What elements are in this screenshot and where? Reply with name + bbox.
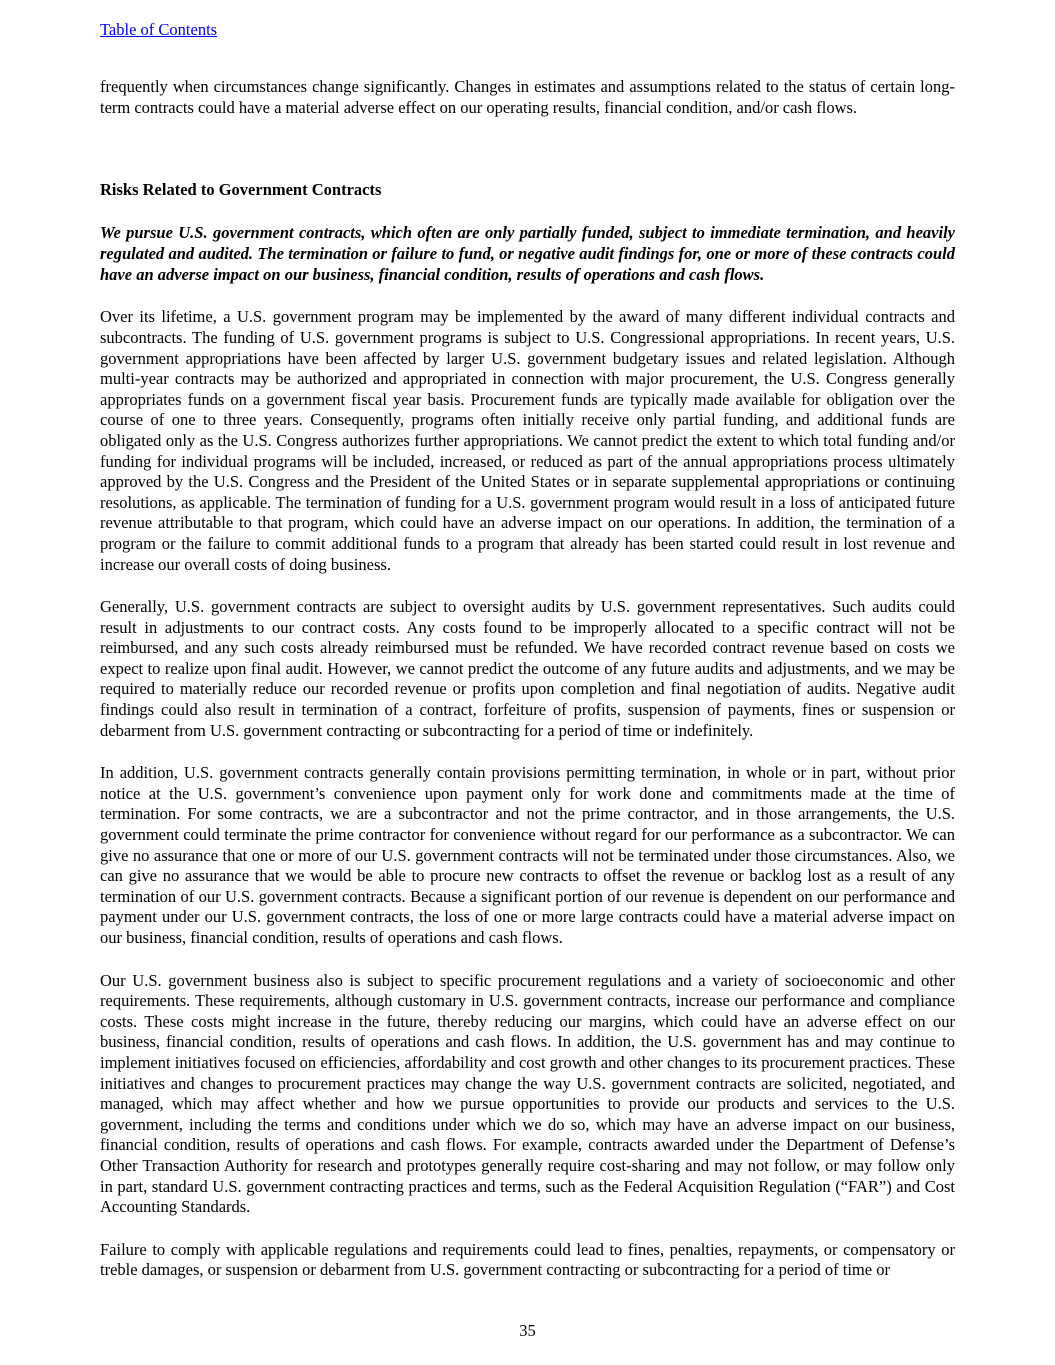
paragraph-program-funding: Over its lifetime, a U.S. government program may be implemented by the award of many different individual contracts and subcontracts. The funding of U.S. government programs is subject to U.S. Congressional appropriations. In recent years, U.S. government appropriations have been affected by larger U.S. government budgetary issues and related legislation. Although multi-year contracts may be authorized and appropriated in connection with major procurement, the U.S. Congress generally appropriates funds on a government fiscal year basis. Procurement funds are typically made available for obligation over the course of one to three years. Consequently, programs often initially receive only partial funding, and additional funds are obligated only as the U.S. Congress authorizes further appropriations. We cannot predict the extent to which total funding and/or funding for individual programs will be included, increased, or reduced as part of the annual appropriations process ultimately approved by the U.S. Congress and the President of the United States or in separate supplemental appropriations or continuing resolutions, as applicable. The termination of funding for a U.S. government program would result in a loss of anticipated future revenue attributable to that program, which could have an adverse impact on our operations. In addition, the termination of a program or the failure to commit additional funds to a program that already has been started could result in lost revenue and increase our overall costs of doing business. [100, 307, 955, 574]
paragraph-termination-provisions: In addition, U.S. government contracts generally contain provisions permitting termination, in whole or in part, without prior notice at the U.S. government’s convenience upon payment only for work done and commitments made at the time of termination. For some contracts, we are a subcontractor and not the prime contractor, and in those arrangements, the U.S. government could terminate the prime contractor for convenience without regard for our performance as a subcontractor. We can give no assurance that one or more of our U.S. government contracts will not be terminated under those circumstances. Also, we can give no assurance that we would be able to procure new contracts to offset the revenue or backlog lost as a result of any termination of our U.S. government contracts. Because a significant portion of our revenue is dependent on our performance and payment under our U.S. government contracts, the loss of one or more large contracts could have a material adverse impact on our business, financial condition, results of operations and cash flows. [100, 763, 955, 948]
paragraph-failure-to-comply: Failure to comply with applicable regulations and requirements could lead to fines, penalties, repayments, or compensatory or treble damages, or suspension or debarment from U.S. government contracting or subcontracting for a period of time or [100, 1239, 955, 1280]
intro-paragraph: frequently when circumstances change significantly. Changes in estimates and assumptions related to the status of certain long-term contracts could have a material adverse effect on our operating results, financial condition, and/or cash flows. [100, 77, 955, 117]
paragraph-procurement-regulations: Our U.S. government business also is subject to specific procurement regulations and a variety of socioeconomic and other requirements. These requirements, although customary in U.S. government contracts, increase our performance and compliance costs. These costs might increase in the future, thereby reducing our margins, which could have an adverse effect on our business, financial condition, results of operations and cash flows. In addition, the U.S. government has and may continue to implement initiatives focused on efficiencies, affordability and cost growth and other changes to its procurement practices. These initiatives and changes to procurement practices may change the way U.S. government contracts are solicited, negotiated, and managed, which may affect whether and how we pursue opportunities to provide our products and services to the U.S. government, including the terms and conditions under which we do so, which may have an adverse impact on our business, financial condition, results of operations and cash flows. For example, contracts awarded under the Department of Defense’s Other Transaction Authority for research and prototypes generally require cost-sharing and may not follow, or may follow only in part, standard U.S. government contracting practices and terms, such as the Federal Acquisition Regulation (“FAR”) and Cost Accounting Standards. [100, 970, 955, 1217]
section-heading-risks-government-contracts: Risks Related to Government Contracts [100, 180, 382, 200]
table-of-contents-link[interactable]: Table of Contents [100, 20, 218, 39]
risk-statement-paragraph: We pursue U.S. government contracts, which often are only partially funded, subject to immediate termination, and heavily regulated and audited. The termination or failure to fund, or negative audit findings for, one or more of these contracts could have an adverse impact on our business, financial condition, results of operations and cash flows. [100, 222, 955, 285]
paragraph-oversight-audits: Generally, U.S. government contracts are subject to oversight audits by U.S. government representatives. Such audits could result in adjustments to our contract costs. Any costs found to be improperly allocated to a specific contract will not be reimbursed, and any such costs already reimbursed must be refunded. We have recorded contract revenue based on costs we expect to realize upon final audit. However, we cannot predict the outcome of any future audits and adjustments, and we may be required to materially reduce our recorded revenue or profits upon completion and final negotiation of audits. Negative audit findings could also result in termination of a contract, forfeiture of profits, suspension of payments, fines or suspension or debarment from U.S. government contracting or subcontracting for a period of time or indefinitely. [100, 597, 955, 740]
page-number: 35 [519, 1321, 536, 1340]
